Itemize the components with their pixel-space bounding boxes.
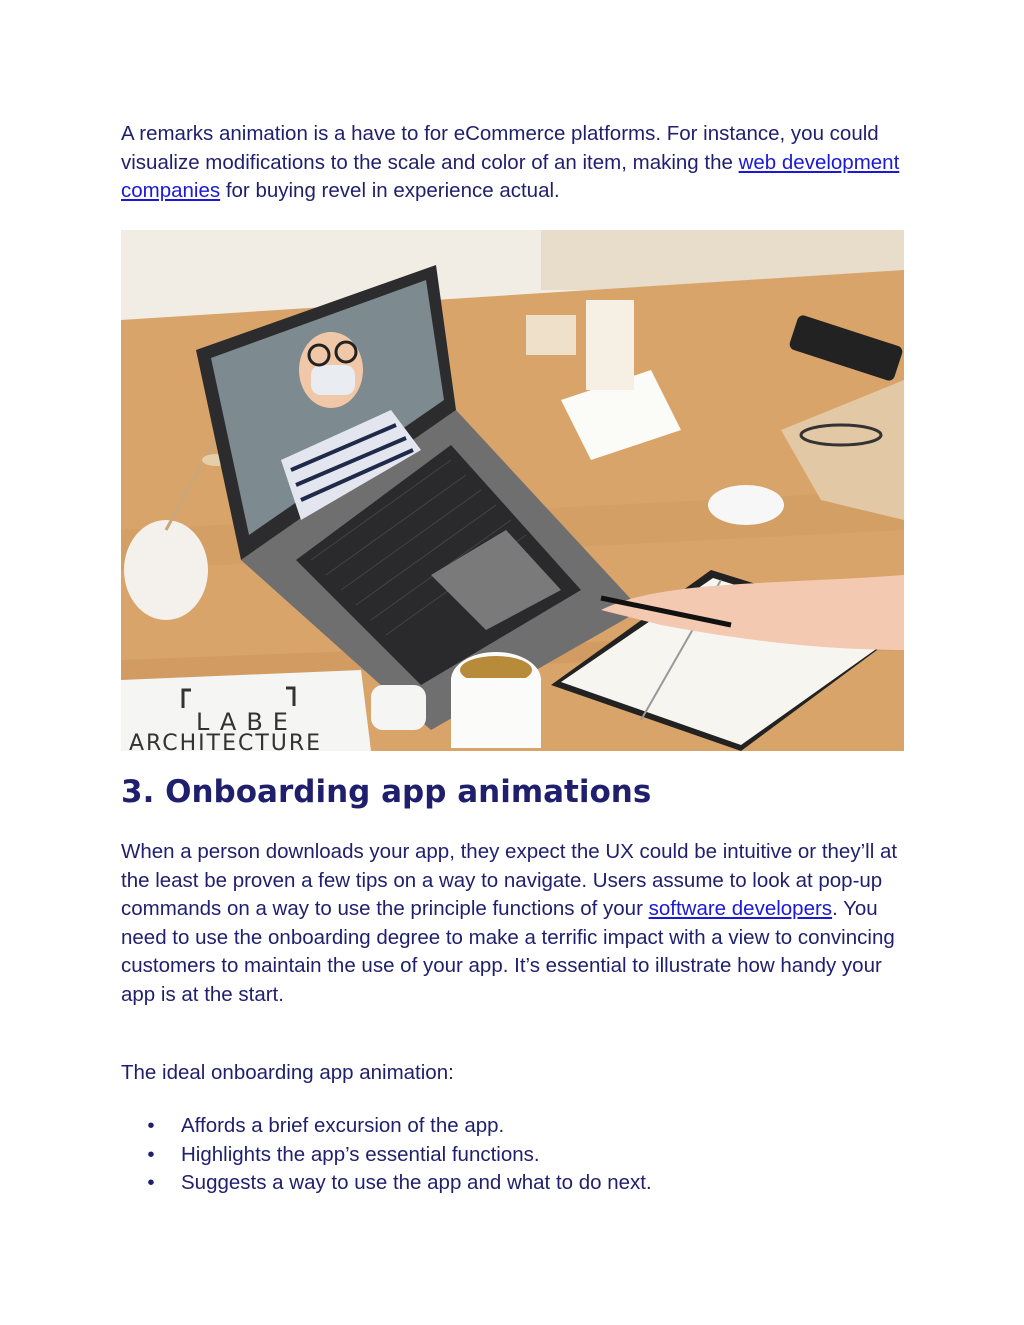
laptop-desk-photo [121,230,904,751]
bullet-icon: • [147,1114,155,1137]
software-developers-link[interactable]: software developers [648,897,833,921]
list-item [121,1169,911,1198]
web-development-companies-link[interactable]: web development companies [121,150,900,203]
list-item-text: Highlights the app’s essential functions. [181,1142,540,1166]
intro-text-after-link: for buying revel in experience actual. [220,179,560,203]
photo-logo-line2: ARCHITECTURE [129,731,323,751]
section-body-paragraph [121,838,911,1010]
list-item [121,1112,911,1141]
list-item-text: Affords a brief excursion of the app. [181,1114,505,1137]
body-text-before-link: When a person downloads your app, they expect the UX could be intuitive or they’ll at the least be proven a few tips on a way to navigate. Users assume to look at pop-up commands on a way to use the principle functions of your [121,840,898,921]
intro-text-before-link: A remarks animation is a have to for eCommerce platforms. For instance, you could visualize modifications to the scale and color of an item, making the [121,122,879,174]
body-text-after-link: . You need to use the onboarding degree to make a terrific impact with a view to convincing customers to maintain the use of your app. It’s essential to illustrate how handy your app is at the start. [121,897,895,1006]
bullet-icon: • [147,1171,155,1194]
intro-paragraph [121,120,911,206]
list-item-text: Suggests a way to use the app and what to do next. [181,1171,652,1194]
photo-logo-line1: LABE [196,708,298,736]
list-intro: The ideal onboarding app animation: [121,1061,454,1084]
bullet-icon: • [147,1142,155,1166]
section-heading: 3. Onboarding app animations [121,774,652,810]
bullet-list [121,1112,911,1198]
list-item [121,1141,911,1170]
